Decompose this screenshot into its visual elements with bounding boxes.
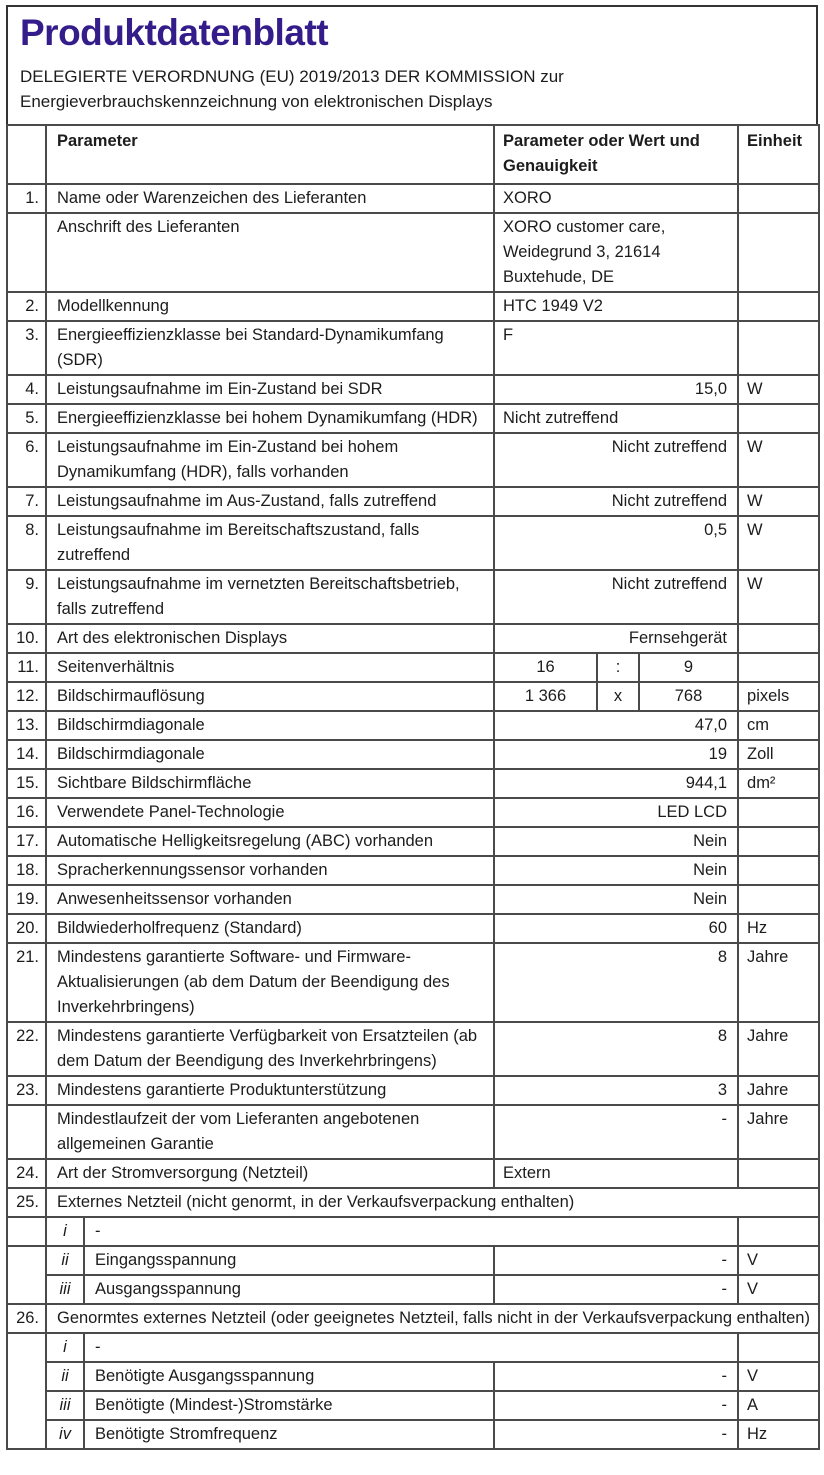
value-cell: 3 [494, 1076, 738, 1105]
aspect-ratio-group [495, 654, 737, 681]
row-num: 20. [7, 914, 46, 943]
unit-cell [738, 404, 819, 433]
subtitle-line-1: DELEGIERTE VERORDNUNG (EU) 2019/2013 DER KOMMISSION zur [20, 67, 564, 86]
table-row-23b [7, 1105, 819, 1159]
param-label: Art der Stromversorgung (Netzteil) [46, 1159, 494, 1188]
unit-cell [738, 798, 819, 827]
value-cell: - [494, 1246, 738, 1275]
section-header-label: Externes Netzteil (nicht genormt, in der Verkaufsverpackung enthalten) [46, 1188, 819, 1217]
sub-row-numeral: iii [46, 1275, 84, 1304]
table-row-25i [7, 1217, 819, 1246]
sub-row-numeral: i [46, 1217, 84, 1246]
unit-cell [738, 1217, 819, 1246]
unit-cell: dm² [738, 769, 819, 798]
value-cell: Nein [494, 856, 738, 885]
resolution-height: 768 [674, 687, 703, 705]
row-num: 15. [7, 769, 46, 798]
table-row-11 [7, 653, 819, 682]
table-row-12 [7, 682, 819, 711]
table-row-25-header [7, 1188, 819, 1217]
value-cell: Nein [494, 885, 738, 914]
table-row-22 [7, 1022, 819, 1076]
param-label: Bildwiederholfrequenz (Standard) [46, 914, 494, 943]
table-row-6 [7, 433, 819, 487]
unit-cell [738, 1159, 819, 1188]
row-num: 13. [7, 711, 46, 740]
table-row-19 [7, 885, 819, 914]
param-label: Mindestens garantierte Produktunterstützung [46, 1076, 494, 1105]
row-num [7, 1333, 46, 1449]
param-label: Name oder Warenzeichen des Lieferanten [46, 184, 494, 213]
unit-cell [738, 1333, 819, 1362]
table-row-21 [7, 943, 819, 1022]
row-num: 14. [7, 740, 46, 769]
param-label: Anschrift des Lieferanten [46, 213, 494, 292]
unit-cell: Jahre [738, 1022, 819, 1076]
table-row-5 [7, 404, 819, 433]
table-row-26i [7, 1333, 819, 1362]
value-cell: 19 [494, 740, 738, 769]
row-num: 5. [7, 404, 46, 433]
row-num: 6. [7, 433, 46, 487]
value-cell: - [84, 1217, 738, 1246]
ratio-second: 9 [683, 658, 694, 676]
table-row-18 [7, 856, 819, 885]
param-label: Seitenverhältnis [46, 653, 494, 682]
section-header-label: Genormtes externes Netzteil (oder geeignetes Netzteil, falls nicht in der Verkaufsverpackung enthalten) [46, 1304, 819, 1333]
title-block [6, 5, 818, 124]
row-num [7, 213, 46, 292]
param-label: Mindestens garantierte Software- und Firmware-Aktualisierungen (ab dem Datum der Beendigung des Inverkehrbringens) [46, 943, 494, 1022]
table-row-3 [7, 321, 819, 375]
table-row-2 [7, 292, 819, 321]
value-cell: 944,1 [494, 769, 738, 798]
value-cell: Fernsehgerät [494, 624, 738, 653]
unit-cell [738, 856, 819, 885]
table-row-26ii [7, 1362, 819, 1391]
param-label: Leistungsaufnahme im Ein-Zustand bei SDR [46, 375, 494, 404]
unit-cell [738, 827, 819, 856]
param-label: Modellkennung [46, 292, 494, 321]
unit-cell: Jahre [738, 1105, 819, 1159]
value-cell: Nein [494, 827, 738, 856]
unit-cell: W [738, 516, 819, 570]
unit-cell: Zoll [738, 740, 819, 769]
table-row-1b [7, 213, 819, 292]
table-row-25ii [7, 1246, 819, 1275]
param-label: Energieeffizienzklasse bei hohem Dynamikumfang (HDR) [46, 404, 494, 433]
ratio-first: 16 [536, 658, 555, 676]
unit-cell: W [738, 570, 819, 624]
table-row-15 [7, 769, 819, 798]
header-unit: Einheit [738, 125, 819, 184]
unit-cell: W [738, 375, 819, 404]
param-label: Spracherkennungssensor vorhanden [46, 856, 494, 885]
value-cell-ratio [494, 682, 738, 711]
param-label: Automatische Helligkeitsregelung (ABC) vorhanden [46, 827, 494, 856]
row-num: 1. [7, 184, 46, 213]
unit-cell [738, 184, 819, 213]
row-num: 21. [7, 943, 46, 1022]
resolution-width: 1 366 [524, 687, 567, 705]
param-label: Benötigte Stromfrequenz [84, 1420, 494, 1449]
value-cell: 8 [494, 1022, 738, 1076]
regulation-subtitle [20, 64, 804, 114]
table-row-26iv [7, 1420, 819, 1449]
value-cell: 0,5 [494, 516, 738, 570]
param-label: Leistungsaufnahme im Ein-Zustand bei hohem Dynamikumfang (HDR), falls vorhanden [46, 433, 494, 487]
param-label: Benötigte Ausgangsspannung [84, 1362, 494, 1391]
table-row-17 [7, 827, 819, 856]
table-row-13 [7, 711, 819, 740]
unit-cell: V [738, 1362, 819, 1391]
table-row-10 [7, 624, 819, 653]
unit-cell: pixels [738, 682, 819, 711]
param-label: Benötigte (Mindest-)Stromstärke [84, 1391, 494, 1420]
table-row-26iii [7, 1391, 819, 1420]
value-cell: - [84, 1333, 738, 1362]
value-cell: HTC 1949 V2 [494, 292, 738, 321]
table-row-1 [7, 184, 819, 213]
unit-cell: Jahre [738, 943, 819, 1022]
value-cell: - [494, 1362, 738, 1391]
value-cell-ratio [494, 653, 738, 682]
sub-row-numeral: iv [46, 1420, 84, 1449]
unit-cell: V [738, 1246, 819, 1275]
param-label: Energieeffizienzklasse bei Standard-Dynamikumfang (SDR) [46, 321, 494, 375]
param-label: Eingangsspannung [84, 1246, 494, 1275]
param-label: Verwendete Panel-Technologie [46, 798, 494, 827]
header-row [7, 125, 819, 184]
value-cell: - [494, 1105, 738, 1159]
row-num: 2. [7, 292, 46, 321]
row-num: 7. [7, 487, 46, 516]
param-label: Leistungsaufnahme im vernetzten Bereitschaftsbetrieb, falls zutreffend [46, 570, 494, 624]
value-cell: XORO [494, 184, 738, 213]
row-num: 18. [7, 856, 46, 885]
value-cell: - [494, 1391, 738, 1420]
value-cell: Nicht zutreffend [494, 433, 738, 487]
unit-cell [738, 885, 819, 914]
param-label: Sichtbare Bildschirmfläche [46, 769, 494, 798]
row-num: 17. [7, 827, 46, 856]
sub-row-numeral: iii [46, 1391, 84, 1420]
param-label: Bildschirmdiagonale [46, 711, 494, 740]
param-label: Ausgangsspannung [84, 1275, 494, 1304]
value-cell: 15,0 [494, 375, 738, 404]
value-cell: - [494, 1275, 738, 1304]
row-num: 25. [7, 1188, 46, 1217]
value-cell: Nicht zutreffend [494, 570, 738, 624]
unit-cell: Jahre [738, 1076, 819, 1105]
table-row-20 [7, 914, 819, 943]
unit-cell: cm [738, 711, 819, 740]
row-num: 4. [7, 375, 46, 404]
unit-cell [738, 213, 819, 292]
param-label: Bildschirmauflösung [46, 682, 494, 711]
table-row-26-header [7, 1304, 819, 1333]
header-value: Parameter oder Wert und Genauigkeit [494, 125, 738, 184]
table-row-23 [7, 1076, 819, 1105]
table-row-4 [7, 375, 819, 404]
param-label: Bildschirmdiagonale [46, 740, 494, 769]
page-title: Produktdatenblatt [20, 12, 329, 53]
table-row-9 [7, 570, 819, 624]
ratio-separator: : [596, 654, 640, 681]
unit-cell [738, 624, 819, 653]
value-cell: - [494, 1420, 738, 1449]
header-num-cell [7, 125, 46, 184]
row-num: 9. [7, 570, 46, 624]
row-num: 23. [7, 1076, 46, 1105]
param-label: Leistungsaufnahme im Aus-Zustand, falls zutreffend [46, 487, 494, 516]
table-row-24 [7, 1159, 819, 1188]
resolution-separator: x [596, 683, 640, 710]
unit-cell: A [738, 1391, 819, 1420]
header-parameter: Parameter [46, 125, 494, 184]
datasheet-table [6, 124, 820, 1450]
row-num: 8. [7, 516, 46, 570]
sub-row-numeral: i [46, 1333, 84, 1362]
value-cell: 8 [494, 943, 738, 1022]
unit-cell [738, 653, 819, 682]
row-num: 24. [7, 1159, 46, 1188]
row-num [7, 1246, 46, 1304]
param-label: Anwesenheitssensor vorhanden [46, 885, 494, 914]
value-cell: F [494, 321, 738, 375]
table-row-14 [7, 740, 819, 769]
row-num: 3. [7, 321, 46, 375]
param-label: Mindestens garantierte Verfügbarkeit von Ersatzteilen (ab dem Datum der Beendigung des Inverkehrbringens) [46, 1022, 494, 1076]
unit-cell [738, 321, 819, 375]
value-cell: Extern [494, 1159, 738, 1188]
unit-cell: W [738, 487, 819, 516]
sub-row-numeral: ii [46, 1362, 84, 1391]
value-cell: 47,0 [494, 711, 738, 740]
sub-row-numeral: ii [46, 1246, 84, 1275]
row-num: 16. [7, 798, 46, 827]
row-num: 12. [7, 682, 46, 711]
param-label: Mindestlaufzeit der vom Lieferanten angebotenen allgemeinen Garantie [46, 1105, 494, 1159]
param-label: Art des elektronischen Displays [46, 624, 494, 653]
unit-cell: Hz [738, 914, 819, 943]
product-datasheet [6, 5, 818, 1450]
unit-cell: V [738, 1275, 819, 1304]
table-row-7 [7, 487, 819, 516]
table-row-8 [7, 516, 819, 570]
row-num: 19. [7, 885, 46, 914]
unit-cell: W [738, 433, 819, 487]
table-row-25iii [7, 1275, 819, 1304]
unit-cell: Hz [738, 1420, 819, 1449]
value-cell: Nicht zutreffend [494, 487, 738, 516]
row-num: 11. [7, 653, 46, 682]
row-num [7, 1105, 46, 1159]
subtitle-line-2: Energieverbrauchskennzeichnung von elektronischen Displays [20, 92, 493, 111]
row-num: 10. [7, 624, 46, 653]
row-num: 26. [7, 1304, 46, 1333]
value-cell: LED LCD [494, 798, 738, 827]
value-cell: 60 [494, 914, 738, 943]
value-cell: XORO customer care, Weidegrund 3, 21614 Buxtehude, DE [494, 213, 738, 292]
unit-cell [738, 292, 819, 321]
param-label: Leistungsaufnahme im Bereitschaftszustand, falls zutreffend [46, 516, 494, 570]
row-num [7, 1217, 46, 1246]
value-cell: Nicht zutreffend [494, 404, 738, 433]
table-row-16 [7, 798, 819, 827]
row-num: 22. [7, 1022, 46, 1076]
resolution-group [495, 683, 737, 710]
